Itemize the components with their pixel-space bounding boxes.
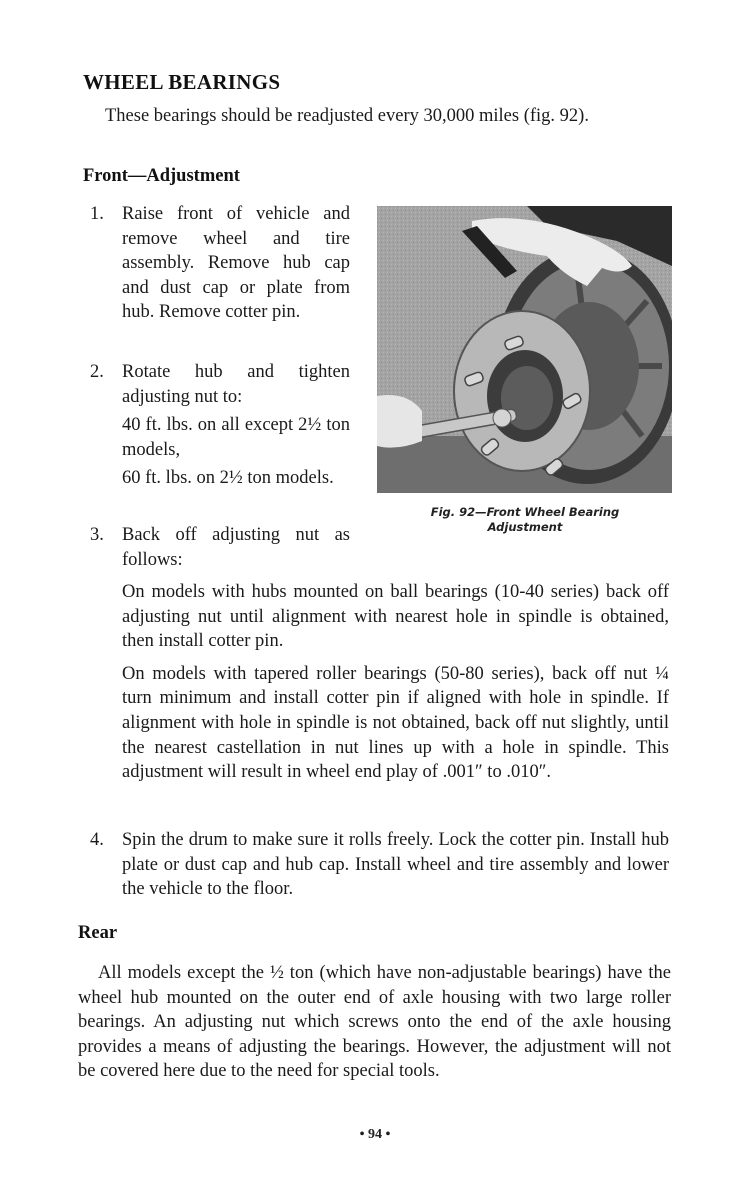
caption-line-2: Adjustment xyxy=(487,520,563,534)
step-number: 4. xyxy=(90,830,104,850)
page-number: • 94 • xyxy=(359,1127,391,1142)
step-body xyxy=(122,360,350,491)
tapered-roller-paragraph: On models with tapered roller bearings (50-80 series), back off nut ¼ turn minimum and install cotter pin if aligned with hole in spindle. If alignment with hole in spindle is not obtained, back off nut slightly, until the nearest castellation in nut lines up with a hole in spindle. This adjustment will result in wheel end play of .001″ to .010″. xyxy=(122,663,669,783)
figure-caption xyxy=(390,505,660,535)
step-number: 2. xyxy=(90,362,104,382)
step-text: Spin the drum to make sure it rolls freely. Lock the cotter pin. Install hub plate or dust cap and hub cap. Install wheel and tire assembly and lower the vehicle to the floor. xyxy=(122,830,669,900)
step-3-details xyxy=(122,580,669,793)
section-title: WHEEL BEARINGS xyxy=(83,70,281,94)
caption-line-1: Fig. 92—Front Wheel Bearing xyxy=(430,505,620,519)
step-text: Raise front of vehicle and remove wheel and tire assembly. Remove hub cap and dust cap or plate from hub. Remove cotter pin. xyxy=(122,204,350,323)
wheel-hub-illustration xyxy=(377,206,672,493)
figure-92-photo xyxy=(377,206,672,493)
ball-bearing-paragraph: On models with hubs mounted on ball bearings (10-40 series) back off adjusting nut until alignment with nearest hole in spindle is obtained, then install cotter pin. xyxy=(122,582,669,652)
torque-spec: 60 ft. lbs. on 2½ ton models. xyxy=(122,468,334,489)
intro-paragraph: These bearings should be readjusted every 30,000 miles (fig. 92). xyxy=(105,106,589,126)
step-number: 1. xyxy=(90,204,104,224)
rear-heading: Rear xyxy=(78,923,118,943)
step-text: Back off adjusting nut as follows: xyxy=(122,525,350,570)
torque-spec: 40 ft. lbs. on all except 2½ ton models, xyxy=(122,415,350,460)
step-number: 3. xyxy=(90,525,104,545)
rear-paragraph: All models except the ½ ton (which have non-adjustable bearings) have the wheel hub mounted on the outer end of axle housing with two large roller bearings. An adjusting nut which screws onto the end of the axle housing provides a means of adjusting the bearings. However, the adjustment will not be covered here due to the need for special tools. xyxy=(78,963,671,1082)
front-adjustment-heading: Front—Adjustment xyxy=(83,166,240,186)
step-text: Rotate hub and tighten adjusting nut to: xyxy=(122,362,350,407)
